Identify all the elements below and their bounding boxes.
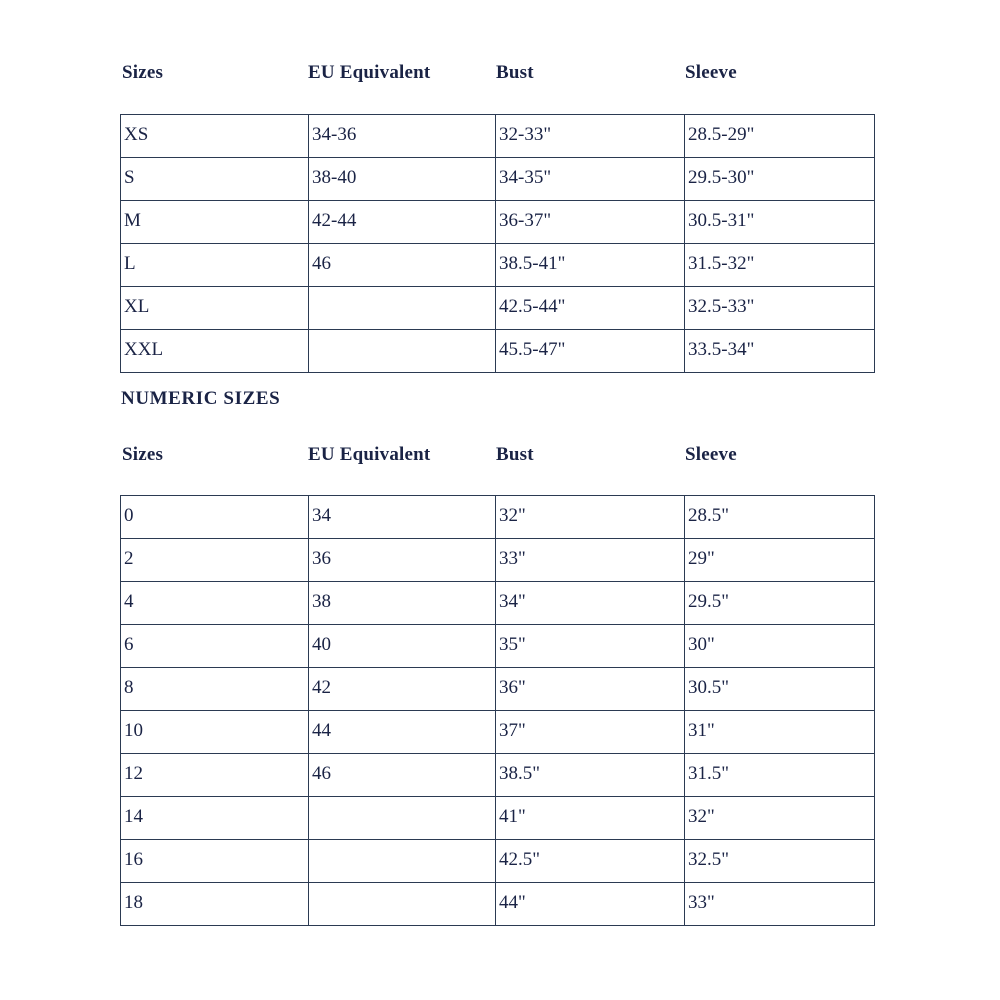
cell-bust xyxy=(496,797,685,840)
cell-sleeve-text: 32.5" xyxy=(688,849,730,870)
cell-bust xyxy=(496,625,685,668)
column-header-sleeve: Sleeve xyxy=(685,444,737,465)
cell-sleeve xyxy=(685,797,875,840)
column-header-bust: Bust xyxy=(496,62,534,83)
column-header-sizes: Sizes xyxy=(122,444,164,465)
cell-bust-text: 36" xyxy=(499,677,526,698)
cell-eu-equivalent-text: 42 xyxy=(312,677,331,698)
cell-bust xyxy=(496,158,685,201)
cell-bust-text: 38.5-41" xyxy=(499,253,566,274)
cell-eu-equivalent-text: 38-40 xyxy=(312,167,357,188)
cell-sleeve xyxy=(685,625,875,668)
table-row xyxy=(121,582,875,625)
table-row xyxy=(121,244,875,287)
cell-eu-equivalent xyxy=(309,115,496,158)
cell-sleeve xyxy=(685,883,875,926)
cell-bust xyxy=(496,287,685,330)
table-row xyxy=(121,539,875,582)
cell-bust-text: 32" xyxy=(499,505,526,526)
cell-size-text: 18 xyxy=(124,892,143,913)
cell-sleeve-text: 31" xyxy=(688,720,715,741)
cell-bust-text: 38.5" xyxy=(499,763,541,784)
cell-eu-equivalent xyxy=(309,582,496,625)
cell-size xyxy=(121,330,309,373)
cell-bust xyxy=(496,840,685,883)
cell-sleeve-text: 31.5-32" xyxy=(688,253,755,274)
cell-size-text: 12 xyxy=(124,763,143,784)
table-row xyxy=(121,287,875,330)
cell-bust-text: 37" xyxy=(499,720,526,741)
cell-sleeve-text: 29.5-30" xyxy=(688,167,755,188)
cell-sleeve-text: 30.5" xyxy=(688,677,730,698)
cell-size-text: XXL xyxy=(124,339,164,360)
column-header-eu-equivalent: EU Equivalent xyxy=(308,444,431,465)
cell-bust-text: 36-37" xyxy=(499,210,552,231)
numeric-sizes-heading: NUMERIC SIZES xyxy=(121,388,281,409)
table-row xyxy=(121,330,875,373)
cell-bust-text: 42.5" xyxy=(499,849,541,870)
table-row xyxy=(121,668,875,711)
numeric-size-table xyxy=(120,495,875,926)
alpha-size-table xyxy=(120,114,875,373)
cell-size xyxy=(121,668,309,711)
cell-eu-equivalent xyxy=(309,711,496,754)
cell-eu-equivalent-text: 34 xyxy=(312,505,331,526)
cell-bust xyxy=(496,539,685,582)
cell-bust-text: 42.5-44" xyxy=(499,296,566,317)
cell-size-text: S xyxy=(124,167,135,188)
table-row xyxy=(121,797,875,840)
cell-size-text: 0 xyxy=(124,505,134,526)
cell-sleeve xyxy=(685,668,875,711)
cell-size-text: XL xyxy=(124,296,150,317)
cell-eu-equivalent xyxy=(309,668,496,711)
cell-bust-text: 34" xyxy=(499,591,526,612)
cell-size xyxy=(121,539,309,582)
cell-sleeve-text: 32" xyxy=(688,806,715,827)
cell-size xyxy=(121,797,309,840)
cell-sleeve-text: 30.5-31" xyxy=(688,210,755,231)
table-row xyxy=(121,754,875,797)
cell-size-text: L xyxy=(124,253,136,274)
cell-size xyxy=(121,883,309,926)
cell-eu-equivalent-text: 36 xyxy=(312,548,331,569)
cell-bust xyxy=(496,754,685,797)
cell-eu-equivalent xyxy=(309,201,496,244)
cell-bust-text: 44" xyxy=(499,892,526,913)
alpha-size-table-body xyxy=(121,115,875,373)
column-header-sizes: Sizes xyxy=(122,62,164,83)
cell-bust-text: 35" xyxy=(499,634,526,655)
cell-bust xyxy=(496,244,685,287)
cell-eu-equivalent xyxy=(309,797,496,840)
numeric-size-table-body xyxy=(121,496,875,926)
cell-bust-text: 32-33" xyxy=(499,124,552,145)
cell-size xyxy=(121,158,309,201)
cell-sleeve xyxy=(685,158,875,201)
cell-size-text: M xyxy=(124,210,141,231)
cell-size-text: 16 xyxy=(124,849,143,870)
cell-eu-equivalent-text: 46 xyxy=(312,763,331,784)
cell-sleeve-text: 28.5-29" xyxy=(688,124,755,145)
cell-sleeve xyxy=(685,711,875,754)
cell-size xyxy=(121,625,309,668)
cell-eu-equivalent xyxy=(309,883,496,926)
cell-bust xyxy=(496,330,685,373)
cell-sleeve xyxy=(685,287,875,330)
cell-size xyxy=(121,287,309,330)
cell-bust-text: 34-35" xyxy=(499,167,552,188)
cell-sleeve xyxy=(685,115,875,158)
column-header-eu-equivalent: EU Equivalent xyxy=(308,62,431,83)
cell-size-text: XS xyxy=(124,124,149,145)
cell-eu-equivalent-text: 42-44 xyxy=(312,210,357,231)
table-row xyxy=(121,115,875,158)
cell-sleeve-text: 31.5" xyxy=(688,763,730,784)
cell-size-text: 8 xyxy=(124,677,134,698)
cell-size xyxy=(121,115,309,158)
cell-bust xyxy=(496,496,685,539)
cell-sleeve xyxy=(685,539,875,582)
cell-eu-equivalent xyxy=(309,330,496,373)
table-row xyxy=(121,625,875,668)
cell-sleeve-text: 32.5-33" xyxy=(688,296,755,317)
cell-eu-equivalent-text: 34-36 xyxy=(312,124,357,145)
cell-sleeve-text: 30" xyxy=(688,634,715,655)
cell-sleeve xyxy=(685,754,875,797)
table-row xyxy=(121,883,875,926)
cell-size-text: 14 xyxy=(124,806,143,827)
cell-bust xyxy=(496,668,685,711)
cell-size xyxy=(121,496,309,539)
cell-eu-equivalent xyxy=(309,625,496,668)
cell-eu-equivalent-text: 44 xyxy=(312,720,331,741)
table-row xyxy=(121,201,875,244)
cell-size xyxy=(121,244,309,287)
cell-sleeve xyxy=(685,244,875,287)
cell-sleeve xyxy=(685,201,875,244)
cell-bust-text: 45.5-47" xyxy=(499,339,566,360)
cell-bust xyxy=(496,115,685,158)
cell-size xyxy=(121,711,309,754)
cell-sleeve-text: 33" xyxy=(688,892,715,913)
cell-eu-equivalent-text: 38 xyxy=(312,591,331,612)
cell-sleeve-text: 28.5" xyxy=(688,505,730,526)
table-row xyxy=(121,158,875,201)
cell-size-text: 2 xyxy=(124,548,134,569)
cell-bust xyxy=(496,883,685,926)
cell-size xyxy=(121,582,309,625)
cell-sleeve-text: 29.5" xyxy=(688,591,730,612)
table-row xyxy=(121,840,875,883)
cell-eu-equivalent xyxy=(309,840,496,883)
cell-bust-text: 41" xyxy=(499,806,526,827)
cell-bust xyxy=(496,711,685,754)
cell-eu-equivalent xyxy=(309,539,496,582)
cell-sleeve xyxy=(685,840,875,883)
table-row xyxy=(121,496,875,539)
cell-eu-equivalent-text: 46 xyxy=(312,253,331,274)
alpha-table-column-headers xyxy=(120,60,874,86)
cell-eu-equivalent xyxy=(309,496,496,539)
cell-eu-equivalent-text: 40 xyxy=(312,634,331,655)
cell-bust xyxy=(496,201,685,244)
cell-sleeve xyxy=(685,582,875,625)
cell-size xyxy=(121,201,309,244)
column-header-bust: Bust xyxy=(496,444,534,465)
cell-eu-equivalent xyxy=(309,287,496,330)
cell-bust-text: 33" xyxy=(499,548,526,569)
cell-eu-equivalent xyxy=(309,244,496,287)
numeric-table-column-headers xyxy=(120,442,874,468)
cell-size-text: 4 xyxy=(124,591,134,612)
cell-size xyxy=(121,840,309,883)
table-row xyxy=(121,711,875,754)
cell-sleeve-text: 29" xyxy=(688,548,715,569)
cell-sleeve xyxy=(685,330,875,373)
cell-size-text: 6 xyxy=(124,634,134,655)
cell-sleeve-text: 33.5-34" xyxy=(688,339,755,360)
cell-size xyxy=(121,754,309,797)
cell-size-text: 10 xyxy=(124,720,143,741)
column-header-sleeve: Sleeve xyxy=(685,62,737,83)
cell-eu-equivalent xyxy=(309,158,496,201)
cell-eu-equivalent xyxy=(309,754,496,797)
cell-bust xyxy=(496,582,685,625)
cell-sleeve xyxy=(685,496,875,539)
